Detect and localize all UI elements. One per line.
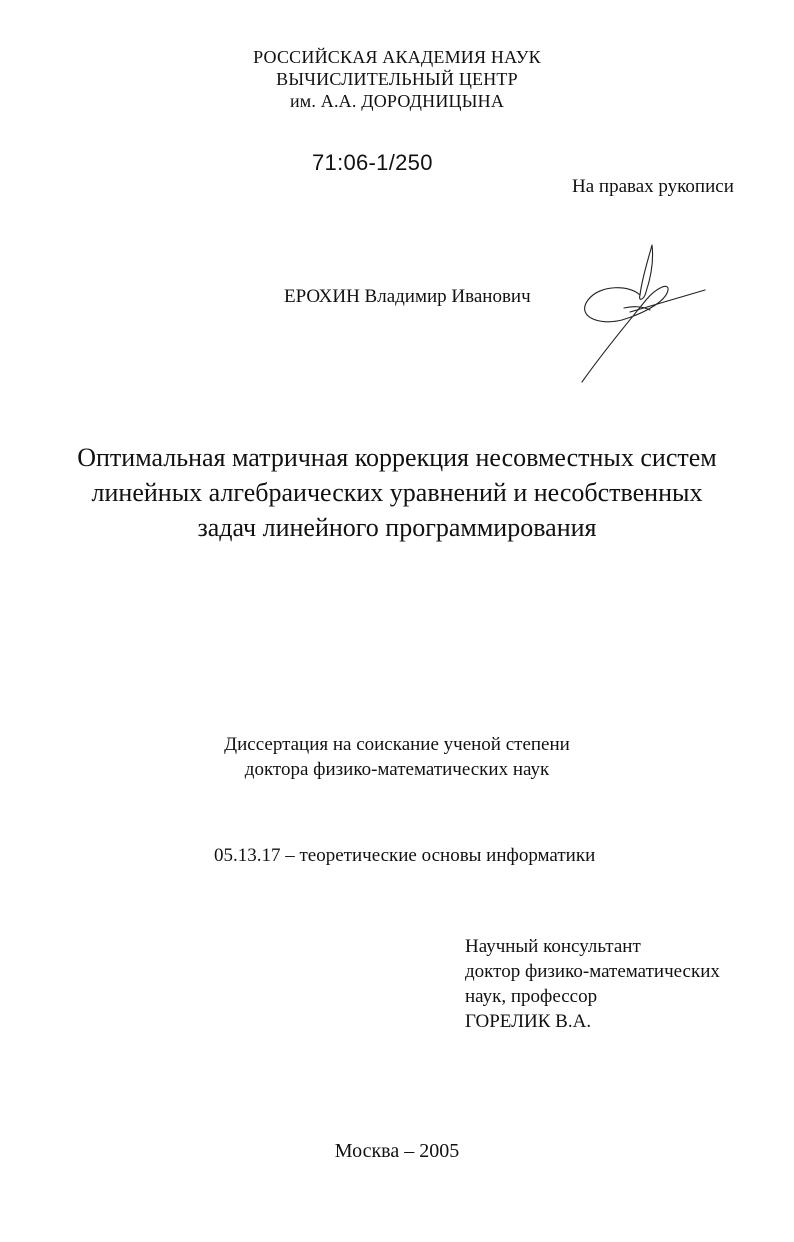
title-line-2: линейных алгебраических уравнений и несобственных [91,478,703,507]
degree-line-2: доктора физико-математических наук [244,759,550,780]
advisor-title: наук, профессор [465,986,598,1007]
title-line-3: задач линейного программирования [197,513,597,542]
specialty-code: 05.13.17 – теоретические основы информатики [214,845,596,866]
organization-line-center: ВЫЧИСЛИТЕЛЬНЫЙ ЦЕНТР [276,69,518,89]
advisor-degree: доктор физико-математических [465,961,720,982]
signature-icon [570,240,710,385]
rights-note: На правах рукописи [572,176,734,197]
author-name: ЕРОХИН Владимир Иванович [284,286,531,307]
organization-line-academy: РОССИЙСКАЯ АКАДЕМИЯ НАУК [253,47,541,67]
city-year: Москва – 2005 [334,1140,460,1162]
organization-line-name: им. А.А. ДОРОДНИЦЫНА [289,91,505,111]
dissertation-title [0,440,794,545]
advisor-name: ГОРЕЛИК В.А. [465,1011,592,1032]
organization-block [0,46,794,112]
scientific-advisor-block [465,934,720,1034]
advisor-role: Научный консультант [465,936,641,957]
title-line-1: Оптимальная матричная коррекция несовместных систем [77,443,717,472]
catalog-stamp: 71:06-1/250 [312,150,433,175]
degree-line-1: Диссертация на соискание ученой степени [224,734,570,755]
degree-statement [0,732,794,782]
